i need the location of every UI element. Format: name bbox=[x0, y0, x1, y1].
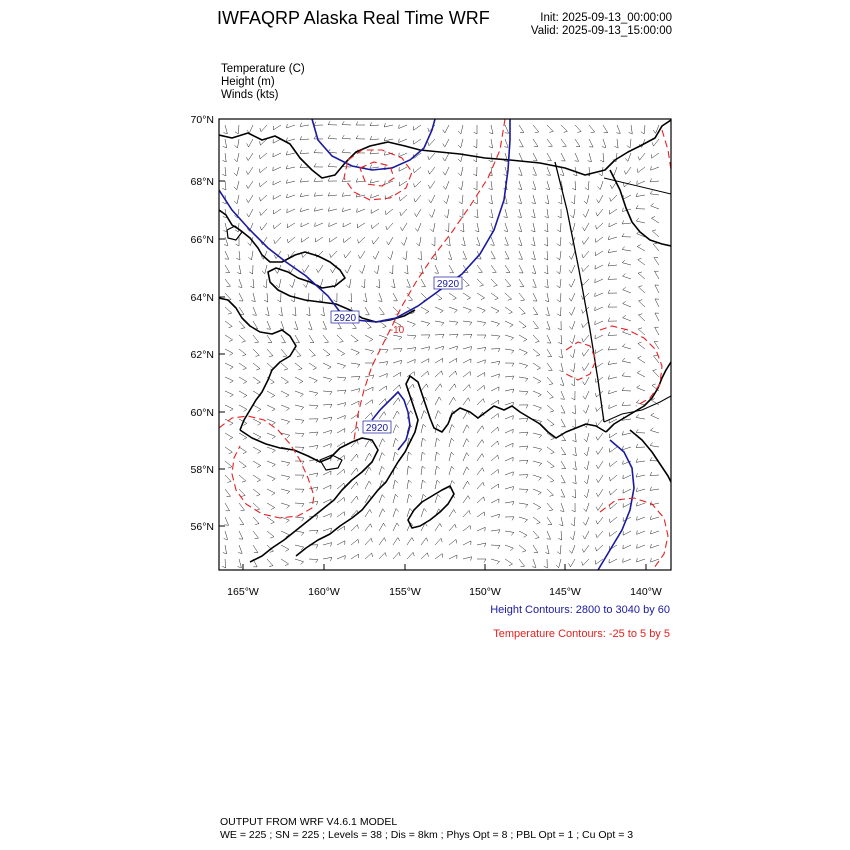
lat-label-68: 68°N bbox=[190, 176, 214, 188]
yukon-delta-coastline bbox=[219, 298, 296, 430]
temp-contour-east-a bbox=[600, 326, 662, 406]
lat-label-64: 64°N bbox=[190, 292, 214, 304]
cook-inlet-coastline bbox=[398, 376, 606, 462]
temp-contour-north-cold-b bbox=[360, 162, 394, 186]
height-contours-legend: Height Contours: 2800 to 3040 by 60 bbox=[490, 604, 670, 616]
footer-model: OUTPUT FROM WRF V4.6.1 MODEL bbox=[220, 816, 398, 828]
lat-label-56: 56°N bbox=[190, 521, 214, 533]
lon-label-160w: 160°W bbox=[308, 586, 340, 598]
alaska-peninsula-coastline bbox=[250, 462, 398, 562]
temp-contour-label: -10 bbox=[389, 325, 405, 336]
temp-contour-north-cold-a bbox=[344, 150, 412, 200]
height-contour-2920-main bbox=[219, 119, 510, 322]
lon-label-145w: 145°W bbox=[549, 586, 581, 598]
height-contour-label-south: 2920 bbox=[365, 423, 389, 434]
temp-contour-northeast bbox=[662, 130, 671, 170]
lon-label-140w: 140°W bbox=[630, 586, 662, 598]
us-canada-border bbox=[555, 162, 604, 422]
bristol-bay-coastline bbox=[240, 430, 378, 516]
map-frame bbox=[219, 119, 671, 570]
arctic-coastline bbox=[219, 120, 671, 178]
height-contour-label-west: 2920 bbox=[333, 313, 357, 324]
panhandle-coastline bbox=[606, 362, 671, 432]
lon-label-165w: 165°W bbox=[227, 586, 259, 598]
temp-contour-east-b bbox=[566, 342, 596, 380]
seward-peninsula-coastline bbox=[219, 210, 415, 322]
lat-label-58: 58°N bbox=[190, 464, 214, 476]
lat-label-62: 62°N bbox=[190, 349, 214, 361]
lat-label-66: 66°N bbox=[190, 234, 214, 246]
wind-barbs-layer bbox=[222, 121, 659, 568]
axis-ticks bbox=[219, 119, 646, 570]
field-label-winds: Winds (kts) bbox=[221, 89, 279, 101]
field-label-temperature: Temperature (C) bbox=[221, 63, 305, 75]
field-label-height: Height (m) bbox=[221, 76, 275, 88]
height-contour-2980-east bbox=[598, 440, 634, 570]
lon-label-155w: 155°W bbox=[389, 586, 421, 598]
temperature-contours-legend: Temperature Contours: -25 to 5 by 5 bbox=[493, 628, 670, 640]
lat-label-60: 60°N bbox=[190, 407, 214, 419]
init-time: Init: 2025-09-13_00:00:00 bbox=[540, 12, 672, 24]
footer-params: WE = 225 ; SN = 225 ; Levels = 38 ; Dis = 8km ; Phys Opt = 8 ; PBL Opt = 1 ; Cu Opt = 3 bbox=[220, 829, 634, 841]
valid-time: Valid: 2025-09-13_15:00:00 bbox=[530, 25, 672, 37]
wind-barbs bbox=[222, 121, 659, 568]
interior-lake bbox=[227, 226, 242, 240]
lat-label-70: 70°N bbox=[190, 114, 214, 126]
height-contour-label-north: 2920 bbox=[436, 279, 460, 290]
coastline-layer bbox=[219, 120, 671, 562]
temperature-contour-layer bbox=[219, 119, 671, 568]
main-title: IWFAQRP Alaska Real Time WRF bbox=[217, 8, 490, 28]
lon-label-150w: 150°W bbox=[469, 586, 501, 598]
kodiak-island bbox=[408, 486, 454, 528]
temp-contour-southwest bbox=[219, 416, 314, 518]
height-contour-layer bbox=[219, 119, 634, 570]
